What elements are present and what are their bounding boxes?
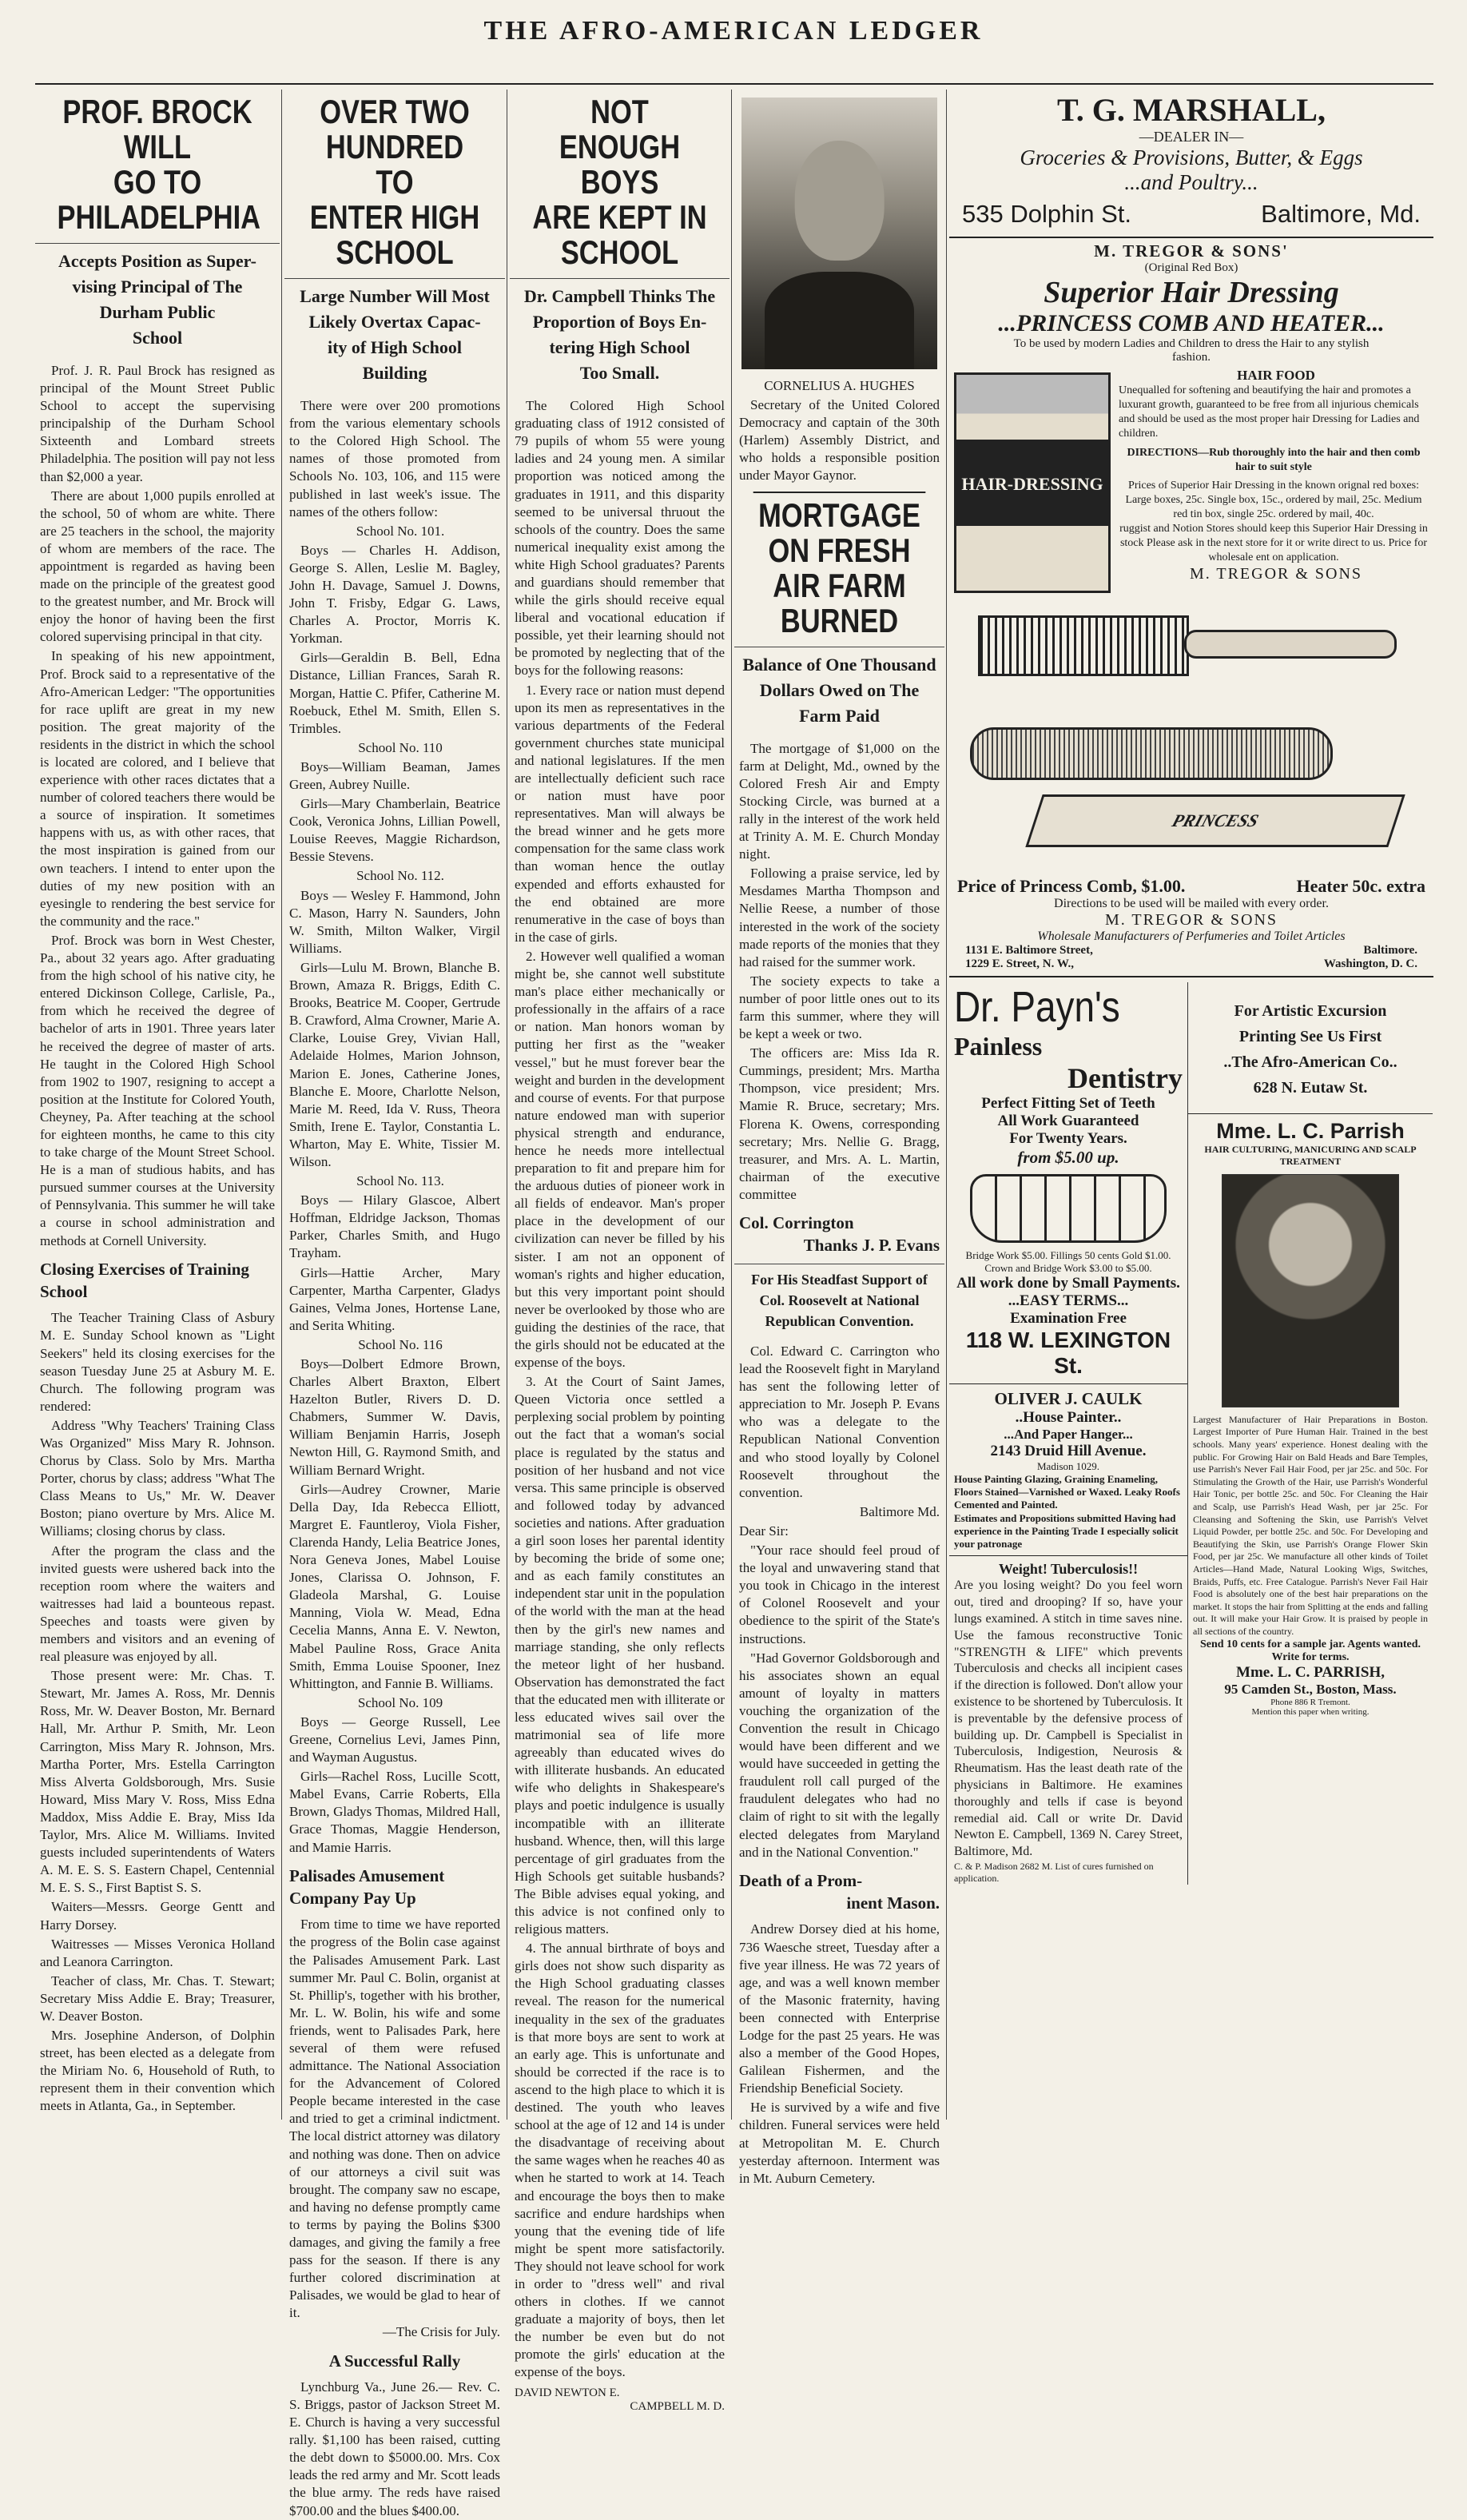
subhead-palisades: Palisades Amusement Company Pay Up xyxy=(289,1865,445,1908)
ads-column xyxy=(949,90,1433,2120)
headline-mortgage: MORTGAGE ON FRESH AIR FARM BURNED xyxy=(753,492,926,647)
ad-marshall: T. G. MARSHALL, —DEALER IN— Groceries & Provisions, Butter, & Eggs ...and Poultry... 535 Dolphin St. Baltimore, Md. xyxy=(962,92,1421,228)
deck-boys: Dr. Campbell Thinks The Proportion of Boys En- tering High School Too Small. xyxy=(510,278,730,397)
deck-corrington: For His Steadfast Support of Col. Roosevelt at National Republican Convention. xyxy=(734,1264,944,1343)
caption-hughes: CORNELIUS A. HUGHES Secretary of the United Colored Democracy and captain of the 30th (Harlem) Assembly District, and who holds a responsible position under Mayor Gaynor. xyxy=(739,378,940,484)
deck-high-school: Large Number Will Most Likely Overtax Capac- ity of High School Building xyxy=(284,278,505,397)
column-2 xyxy=(284,90,505,2518)
article-high-school: There were over 200 promotions from the various elementary schools to the Colored High School. The names of those promoted from Schools No. 103, 106, and 115 were published in last week's issue. The names of the others follow: School No. 101. Boys — Charles H. Addison, George S. Allen, Leslie M. Bagley, John H. Davage, Samuel J. Downs, John T. Frisby, Edgar G. Laws, Charles A. Proctor, Morris K. Yorkman. Girls—Geraldin B. Bell, Edna Distance, Lillian Frances, Sarah R. Morgan, Hattie C. Pfifer, Catherine M. Roebuck, Ethel M. Smith, Ellen S. Trimbles. School No. 110 Boys—William Beaman, James Green, Aubrey Nuille. Girls—Mary Chamberlain, Beatrice Cook, Veronica Johns, Lillian Powell, Louise Reeves, Maggie Richardson, Bessie Stevens. School No. 112. Boys — Wesley F. Hammond, John C. Mason, Harry N. Saunders, John W. Smith, Milton Walker, Virgil Williams. Girls—Lulu M. Brown, Blanche B. Brown, Amaza R. Briggs, Edith C. Brooks, Beatrice M. Cooper, Gertrude B. Crawford, Alma Crowner, Marie A. Clarke, Louise Grey, Vivian Hall, Adelaide Holmes, Marion Johnson, Marion E. Jones, Catherine Jones, Blanche E. Moore, Charlotte Nelson, Marie M. Reed, Ida V. Russ, Theora Smith, Irene E. Taylor, Constantia L. Wharton, May E. White, Tissier M. Wilson. School No. 113. Boys — Hilary Glascoe, Albert Hoffman, Eldridge Jackson, Thomas Parker, Charles Smith, and Hugo Trayham. Girls—Hattie Archer, Mary Carpenter, Martha Carpenter, Gladys Gaines, Velma Jones, Hortense Lane, and Serita Whiting. School No. 116 Boys—Dolbert Edmore Brown, Charles Albert Braxton, Elbert Hazelton Butler, Rivers D. D. Chabmers, Summer W. Davis, William Benjamin Harris, Joseph Newton Hill, G. Raymond Smith, and William Bernard Wright. Girls—Audrey Crowner, Marie Della Day, Ida Rebecca Elliott, Margret E. Fauntleroy, Viola Fisher, Clarenda Handy, Lelia Beatrice Jones, Nora Geneva Jones, Mabel Louise Jones, Clarissa O. Johnson, F. Gladeola Marshal, G. Louise Manning, Viola W. Mead, Edna Cecelia Manns, Anna E. V. Newton, Mabel Pauline Ross, Grace Anita Smith, Emma Louise Spooner, Inez Whittington, and Fannie B. Williams. School No. 109 Boys — George Russell, Lee Greene, Cornelius Levi, James Pinn, and Wayman Augustus. Girls—Rachel Ross, Lucille Scott, Mabel Evans, Carrie Roberts, Ella Brown, Gladys Thomas, Mildred Hall, Grace Thomas, Maggie Henderson, and Mamie Harris. xyxy=(289,398,500,1855)
masthead: THE AFRO-AMERICAN LEDGER xyxy=(483,16,984,46)
portrait-parrish xyxy=(1222,1174,1399,1407)
ad-tregor: M. TREGOR & SONS' (Original Red Box) Superior Hair Dressing ...PRINCESS COMB AND HEATER... To be used by modern Ladies and Children to dress the Hair to any stylish fashion. HAIR-DRESSING HAIR FOOD Unequalled for softening and beautifying the hair and promotes a luxurant growth, guaranteed to be free from all injurious chemicals and should be used as the most proper hair Dressing for Ladies and children. DIRECTIONS—Rub thoroughly into the hair and then comb hair to suit style Prices of Superior Hair Dressing in the known orignal red boxes: Large boxes, 25c. Single box, 15c., ordered by mail, 25c. Medium red tin box, single 25c. ordered by mail, 40c. ruggist and Notion Stores should keep this Superior Hair Dressing in stock Please ask in the next store for it or write direct to us. Price for wholesale ent on application. M. TREGOR & SONS PRINCESS Price of Princess Comb, $1.00. Heater 50c. extra Directions to be used will be mailed with every order. M. TREGOR & SONS Wholesale Manufacturers of Perfumeries and Toilet Articles 1131 E. Baltimore Street, Baltimore. 1229 E. Street, N. W., Washington, D. C. xyxy=(949,241,1433,971)
subhead-mason: Death of a Prom- inent Mason. xyxy=(739,1870,940,1913)
ad-excursion: For Artistic Excursion Printing See Us First ..The Afro-American Co.. 628 N. Eutaw St. xyxy=(1223,1001,1397,1097)
ad-divider xyxy=(949,976,1433,977)
article-rally: Lynchburg Va., June 26.— Rev. C. S. Briggs, pastor of Jackson Street M. E. Church is having a very successful rally. $1,100 has been raised, cutting the debt down to $5000.00. Mrs. Cox leads the red army and Mr. Scott leads the blue army. The reds have raised $700.00 and the blues $400.00. xyxy=(289,2379,500,2518)
ad-divider xyxy=(1188,1113,1433,1114)
ad-divider xyxy=(949,237,1433,238)
ad-payn: Dr. Payn's Painless Dentistry Perfect Fitting Set of Teeth All Work Guaranteed For Twenty Years. from $5.00 up. Bridge Work $5.00. Fillings 50 cents Gold $1.00. Crown and Bridge Work $3.00 to $5.00. All work done by Small Payments. ...EASY TERMS... Examination Free 118 W. LEXINGTON St. xyxy=(954,982,1183,1378)
column-4 xyxy=(734,90,944,2186)
teeth-illustration xyxy=(970,1174,1167,1243)
subhead-training-school: Closing Exercises of Training School xyxy=(40,1259,249,1301)
headline-brock: PROF. BROCK WILL GO TO PHILADELPHIA xyxy=(57,93,261,237)
subhead-corrington: Col. Corrington Thanks J. P. Evans xyxy=(739,1213,940,1256)
article-mortgage: The mortgage of $1,000 on the farm at Delight, Md., owned by the Colored Fresh Air and Empty Stocking Circle, was burned at a rally in the interest of the work held at Trinity A. M. E. Church Monday night. Following a praise service, led by Mesdames Martha Thompson and Nellie Reese, a number of those interested in the work of the society made reports of the monies that they had raised for the summer work. The society expects to take a number of poor little ones out to its farm this summer, where they will be kept a week or two. The officers are: Miss Ida R. Cummings, president; Mrs. Martha Thompson, vice president; Mrs. Mamie R. Bruce, secretary; Mrs. Florena K. Owens, corresponding secretary; Mrs. Nellie G. Bragg, treasurer, and Mrs. A. L. Martin, chairman of the executive committee xyxy=(739,740,940,1202)
heater-illustration: PRINCESS xyxy=(954,695,1429,871)
article-boys: The Colored High School graduating class of 1912 consisted of 79 pupils of whom 55 were young ladies and 24 young men. A similar proportion was noticed among the graduates in 1911, and this disparity seemed to be universal thruout the schools of the country. Does the same numerical inequality exist among the white High School graduates? Parents and guardians should remember that while the girls should receive equal liberal and vocational education if possible, yet their learning should not be promoted by neglecting that of the boys for the following reasons: 1. Every race or nation must depend upon its men as representatives in the various departments of the Federal government churches state municipal and national legislatures. If the men are intellectually deficient such race or nation must have poor representatives. Man will always be the bread winner and he gets more compensation for the same class work than woman hence the outlay expended and efforts exhausted for the end obtained are more renumerative in the case of boys than in the case of girls. 2. However well qualified a woman might be, she cannot well substitute man's place either mechanically or professionally in the affairs of a race or nation. Man honors woman by putting her first as the "weaker vessel," but he must forever bear the weight and burden in the development and course of events. For that purpose nature endowed man with superior physical strength and endurance, hence he needs more intellectual preparation to fit and prepare him for the arduous duties of pioneer work in all fields of endeavor. Man's proper place in the development of our civilization can never be filled by his sister. I am not an opponent of woman's rights and higher education, but this very important point should never be overlooked by those who are guiding the destinies of the race, that the girls should not be educated at the expense of the boys. 3. At the Court of Saint James, Queen Victoria once settled a perplexing social problem by pointing out the fact that a woman's social place is regulated by the status and position of her husband and not vice versa. This same principle is observed and followed today by advanced societies and nations. After graduation a girl soon loses her parental identity by becoming the bride of some one; and as each family constitutes an independent star unit in the population of the world with the man at the head then by the girl's new names and marriage standing, she only reflects the meteor light of her husband. Observation has demonstrated the fact that the educated men with illiterate or less educated wives sail over the matrimonial sea of life more agreeably than educated wives do with illiterate husbands. An educated wife who delights in Shakespeare's plays and poetic indulgence is usually incompatible with an illiterate husband. Whence, then, will this large percentage of girl graduates from the High Schools get suitable husbands? The Bible advises equal yoking, and this advice is not confined only to religious matters. 4. The annual birthrate of boys and girls does not show such disparity as the High School graduating classes reveal. The reason for the numerical inequality in the sex of the graduates is that more boys are sent to work at an early age. This is unfortunate and should be corrected if the race is to ascend to the high place to which it is destined. The youth who leaves school at the age of 12 and 14 is under the disadvantage of receiving about the same wages when he reaches 40 as when he started to work at 14. Teach and encourage the boys then to make sacrifice and endure hardships when young that the evening tide of life might be spent more satisfactorily. They should not leave school for work in order to "dress well" and rival others in clothes. If we cannot graduate a majority of boys, then let the number be even but do not promote the girls' education at the expense of the boys. xyxy=(515,398,725,2380)
article-brock: Prof. J. R. Paul Brock has resigned as principal of the Mount Street Public School to accept the supervising principalship of the Durham School Sixteenth and Lombard streets Philadelphia. The position will pay not less than $2,000 a year. There are about 1,000 pupils enrolled at the school, 50 of whom are white. There are 25 teachers in the school, the majority of whom are members of the race. The appointment is regarded as having been made on the principle of the greatest good to the greatest number, and Mr. Brock will enjoy the honor of having been the first colored supervising principal in that city. In speaking of his new appointment, Prof. Brock said to a representative of the Afro-American Ledger: "The opportunities for race uplift are great in my new position. The great majority of the residents in the district in which the school is located are colored, and I believe that experience with other races dictates that a number of colored teachers there would be a source of inspiration. It sometimes happens with us, as with other races, that the most inspiration is gained from our own teachers. I intend to enter upon the duties of my new position with an eyesingle to rendering the best service for the community and the race." Prof. Brock was born in West Chester, Pa., about 32 years ago. After graduating from the high school of his native city, he entered Dickinson College, Carlisle, Pa., from which he received the degree of bachelor of arts in 1901. Three years later he received the degree of master of arts. He taught in the Colored High School from 1902 to 1907, resigning to accept a position at the Institute for Colored Youth, Cheyney, Pa. After teaching at the school for eighteen months, he came to this city to take charge of the Mount Street School. He is a man of studious habits, and has pursued summer courses at the University of Pennsylvania. This summer he will take a course in school administration and methods at Cornell University. xyxy=(40,362,275,1248)
article-palisades: From time to time we have reported the progress of the Bolin case against the Palisades Amusement Park. Last summer Mr. Paul C. Bolin, organist at St. Phillip's, together with his brother, Mr. L. W. Bolin, his wife and some friends, went to Palisades Park, here several of them were refused admittance. The National Association for the Advancement of Colored People became interested in the case and tried to get a criminal indictment. The local district attorney was dilatory and nothing was done. Then on advice of our attorneys a civil suit was brought. The company saw no escape, and having no defense promptly came to terms by paying the Bolins $300 damages, and giving the family a free pass for the season. If there is any further colored discrimination at Palisades, we would be glad to hear of it. —The Crisis for July. xyxy=(289,1917,500,2340)
column-rule xyxy=(946,90,947,2120)
ad-divider xyxy=(949,1555,1187,1556)
headline-boys: NOT ENOUGH BOYS ARE KEPT IN SCHOOL xyxy=(532,93,707,272)
column-1 xyxy=(35,90,280,2120)
column-rule xyxy=(731,90,732,2120)
deck-brock: Accepts Position as Super- vising Principal of The Durham Public School xyxy=(35,243,280,362)
ad-caulk: OLIVER J. CAULK ..House Painter.. ...And Paper Hanger... 2143 Druid Hill Avenue. Madison 1029. House Painting Glazing, Graining Enameling, Floors Stained—Varnished or Waxed. Leaky Roofs Cemented and Painted. Estimates and Propositions submitted Having had experience in the Painting Trade I especially solicit your patronage xyxy=(954,1388,1180,1551)
ad-weight: Weight! Tuberculosis!! Are you losing weight? Do you feel worn out, tired and drooping? If so, have your lungs examined. A stitch in time saves nine. Use the famous reconstructive Tonic "STRENGTH & LIFE" which prevents Tuberculosis and checks all incipient cases if the direction is followed. Don't allow your existence to be shortened by Tuberculosis. It is preventable by the defensive process of building up. Dr. Campbell is Specialist in Tuberculosis, Indigestion, Neurosis & Rheumatism. Has the least death rate of the physicians in Baltimore. He examines thoroughly and tells if case is beyond remedial aid. Call or write Dr. David Newton E. Campbell, 1369 N. Carey Street, Baltimore, Md. C. & P. Madison 2682 M. List of cures furnished on application. xyxy=(954,1561,1183,1884)
article-mason: Andrew Dorsey died at his home, 736 Waesche street, Tuesday after a five year illness. He was 72 years of age, and was a well known member of the Masonic fraternity, having been connected with Enterprise Lodge for the past 25 years. He was also a member of the Good Hopes, Galilean Fishermen, and the Friendship Beneficial Society. He is survived by a wife and five children. Funeral services were held at Metropolitan M. E. Church yesterday afternoon. Interment was in Mt. Auburn Cemetery. xyxy=(739,1921,940,2186)
deck-mortgage: Balance of One Thousand Dollars Owed on The Farm Paid xyxy=(734,647,944,740)
portrait-hughes xyxy=(741,98,937,369)
column-3 xyxy=(510,90,730,2413)
column-rule xyxy=(281,90,282,2120)
ad-parrish: Mme. L. C. Parrish HAIR CULTURING, MANICURING AND SCALP TREATMENT Largest Manufacturer of Hair Preparations in Boston. Largest Importer of Pure Human Hair. Trained in the best schools. Many years' experience. Honest dealing with the public. For Growing Hair on Bald Heads and Bare Temples, use Parrish's Never Fail Hair Food, per jar 25c. and 50c. For Stimulating the Growth of the Hair, use Parrish's Wonderful Hair Tonic, per bottle 25c. and 50c. For Cleaning the Hair and Scalp, use Parrish's Head Wash, per jar 25c. For Cleansing and Softening the Skin, use Parrish's Velvet Liquid Powder, per bottle 25c. and 50c. For Developing and Beautifying the Skin, use Parrish's Orange Flower Skin Food, per jar 25c. We manufacture all other kinds of Toilet Articles—Hand Made, Natural Looking Wigs, Switches, Braids, Puffs, etc. Free Catalogue. Parrish's Never Fail Hair Food is absolutely one of the best hair preparations on the market. It stops the hair from Splitting at the ends and falling out. It will make your Hair Grow. It is praised by people in all sections of the country. Send 10 cents for a sample jar. Agents wanted. Write for terms. Mme. L. C. PARRISH, 95 Camden St., Boston, Mass. Phone 886 R Tremont. Mention this paper when writing. xyxy=(1193,1118,1428,1717)
article-corrington: Col. Edward C. Carrington who lead the Roosevelt fight in Maryland has sent the following letter of appreciation to Mr. Joseph P. Evans who was a delegate to the Republican National Convention and who stood loyally by Colonel Roosevelt throughout the convention. Baltimore Md. Dear Sir: "Your race should feel proud of the loyal and unwavering stand that you took in Chicago in the interest of Colonel Roosevelt and your obedience to the spirit of the State's instructions. "Had Governor Goldsborough and his associates shown an equal amount of loyalty in matters vouching the organization of the Convention the result in Chicago would have been different and we would have succeeded in getting the fraudulent roll call purged of the fraudulent delegates who had no claim of right to sit with the legally elected delegates from Maryland and in the National Convention." xyxy=(739,1344,940,1860)
article-training-school: The Teacher Training Class of Asbury M. E. Sunday School known as "Light Seekers" held its closing exercises for the season Tuesday June 25 at Asbury M. E. Church. The following program was rendered: Address "Why Teachers' Training Class Was Organized" Miss Mary R. Johnson. Chorus by Class. Solo by Mrs. Martha Porter, chorus by class; address "What The Class Means to Us," Mr. W. Deaver Boston; piano overture by Mrs. Alice M. Williams; closing chorus by class. After the program the class and the invited guests were ushered back into the reception room where the waiters and waitresses had laid a bounteous repast. Speeches and toasts were given by members and visitors and an evening of real pleasure was enjoyed by all. Those present were: Mr. Chas. T. Stewart, Mr. James A. Ross, Mr. Dennis Ross, Mr. W. Deaver Boston, Mr. Bernard Hall, Mr. Arthur P. Smith, Mr. Leon Carrington, Miss Mary R. Johnson, Mrs. Martha Porter, Mrs. Estella Carrington Miss Alverta Goldsborough, Mrs. Susie Howard, Miss Mary V. Ross, Miss Edna Maddox, Miss Addie E. Bray, Miss Ida Taylor, Mrs. Alice M. Williams. Invited guests included superintendents of Waters A. M. E. S. S. Eastern Chapel, Centennial M. E. S. S., First Baptist S. S. Waiters—Messrs. George Gentt and Harry Dorsey. Waitresses — Misses Veronica Holland and Leanora Carrington. Teacher of class, Mr. Chas. T. Stewart; Secretary Miss Addie E. Bray; Treasurer, W. Deaver Boston. Mrs. Josephine Anderson, of Dolphin street, has been elected as a delegate from the Miriam No. 6, Household of Ruth, to represent them in their convention which meets in Atlanta, Ga., in September. xyxy=(40,1310,275,2114)
hair-dressing-tin: HAIR-DRESSING xyxy=(954,372,1111,593)
top-rule xyxy=(35,83,1433,85)
signature-campbell: DAVID NEWTON E. CAMPBELL M. D. xyxy=(515,2386,725,2413)
headline-high-school: OVER TWO HUNDRED TO ENTER HIGH SCHOOL xyxy=(309,93,480,272)
comb-illustration xyxy=(954,591,1429,687)
ad-left-stack xyxy=(949,982,1188,1885)
ad-divider xyxy=(949,1383,1187,1384)
ad-right-stack xyxy=(1188,982,1433,1885)
subhead-rally: A Successful Rally xyxy=(328,2351,461,2371)
